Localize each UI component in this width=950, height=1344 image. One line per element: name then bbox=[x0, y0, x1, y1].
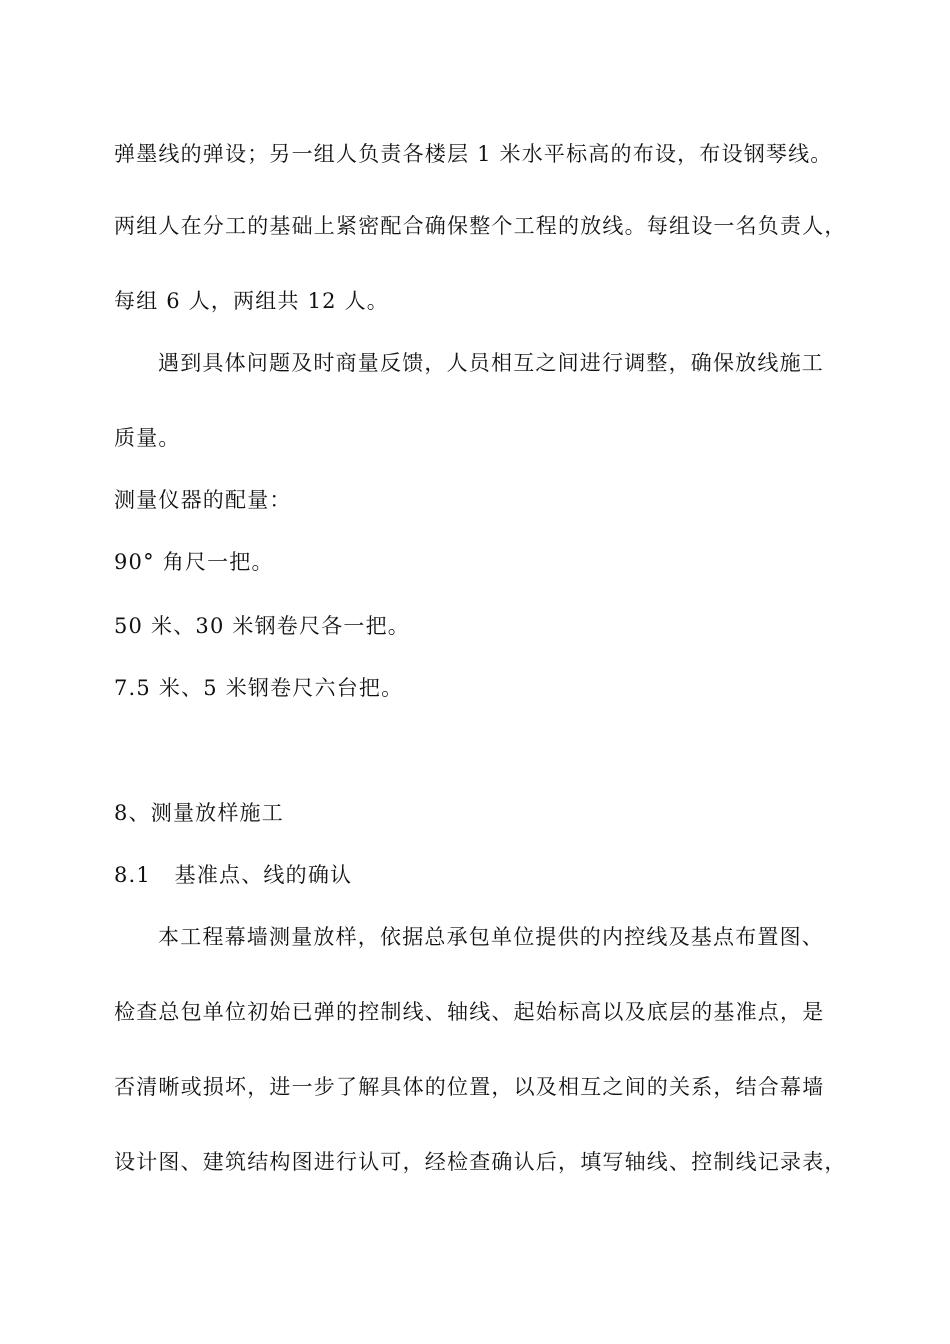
list-item: 90° 角尺一把。 bbox=[114, 550, 274, 574]
paragraph-line: 检查总包单位初始已弹的控制线、轴线、起始标高以及底层的基准点，是 bbox=[114, 1000, 825, 1024]
paragraph-line: 遇到具体问题及时商量反馈，人员相互之间进行调整，确保放线施工 bbox=[158, 351, 824, 375]
section-label: 测量仪器的配量： bbox=[114, 488, 292, 512]
paragraph-line: 设计图、建筑结构图进行认可，经检查确认后，填写轴线、控制线记录表， bbox=[114, 1150, 847, 1174]
paragraph-line: 否清晰或损坏，进一步了解具体的位置，以及相互之间的关系，结合幕墙 bbox=[114, 1075, 825, 1099]
paragraph-line: 每组 6 人，两组共 12 人。 bbox=[114, 289, 389, 313]
section-heading: 8、测量放样施工 bbox=[114, 801, 284, 825]
paragraph-line: 质量。 bbox=[114, 426, 181, 450]
paragraph-line: 本工程幕墙测量放样，依据总承包单位提供的内控线及基点布置图、 bbox=[158, 925, 824, 949]
list-item: 50 米、30 米钢卷尺各一把。 bbox=[114, 614, 410, 638]
list-item: 7.5 米、5 米钢卷尺六台把。 bbox=[114, 676, 404, 700]
paragraph-line: 弹墨线的弹设；另一组人负责各楼层 1 米水平标高的布设，布设钢琴线。 bbox=[114, 142, 833, 166]
subsection-heading: 8.1 基准点、线的确认 bbox=[114, 863, 353, 887]
paragraph-line: 两组人在分工的基础上紧密配合确保整个工程的放线。每组设一名负责人， bbox=[114, 214, 847, 238]
